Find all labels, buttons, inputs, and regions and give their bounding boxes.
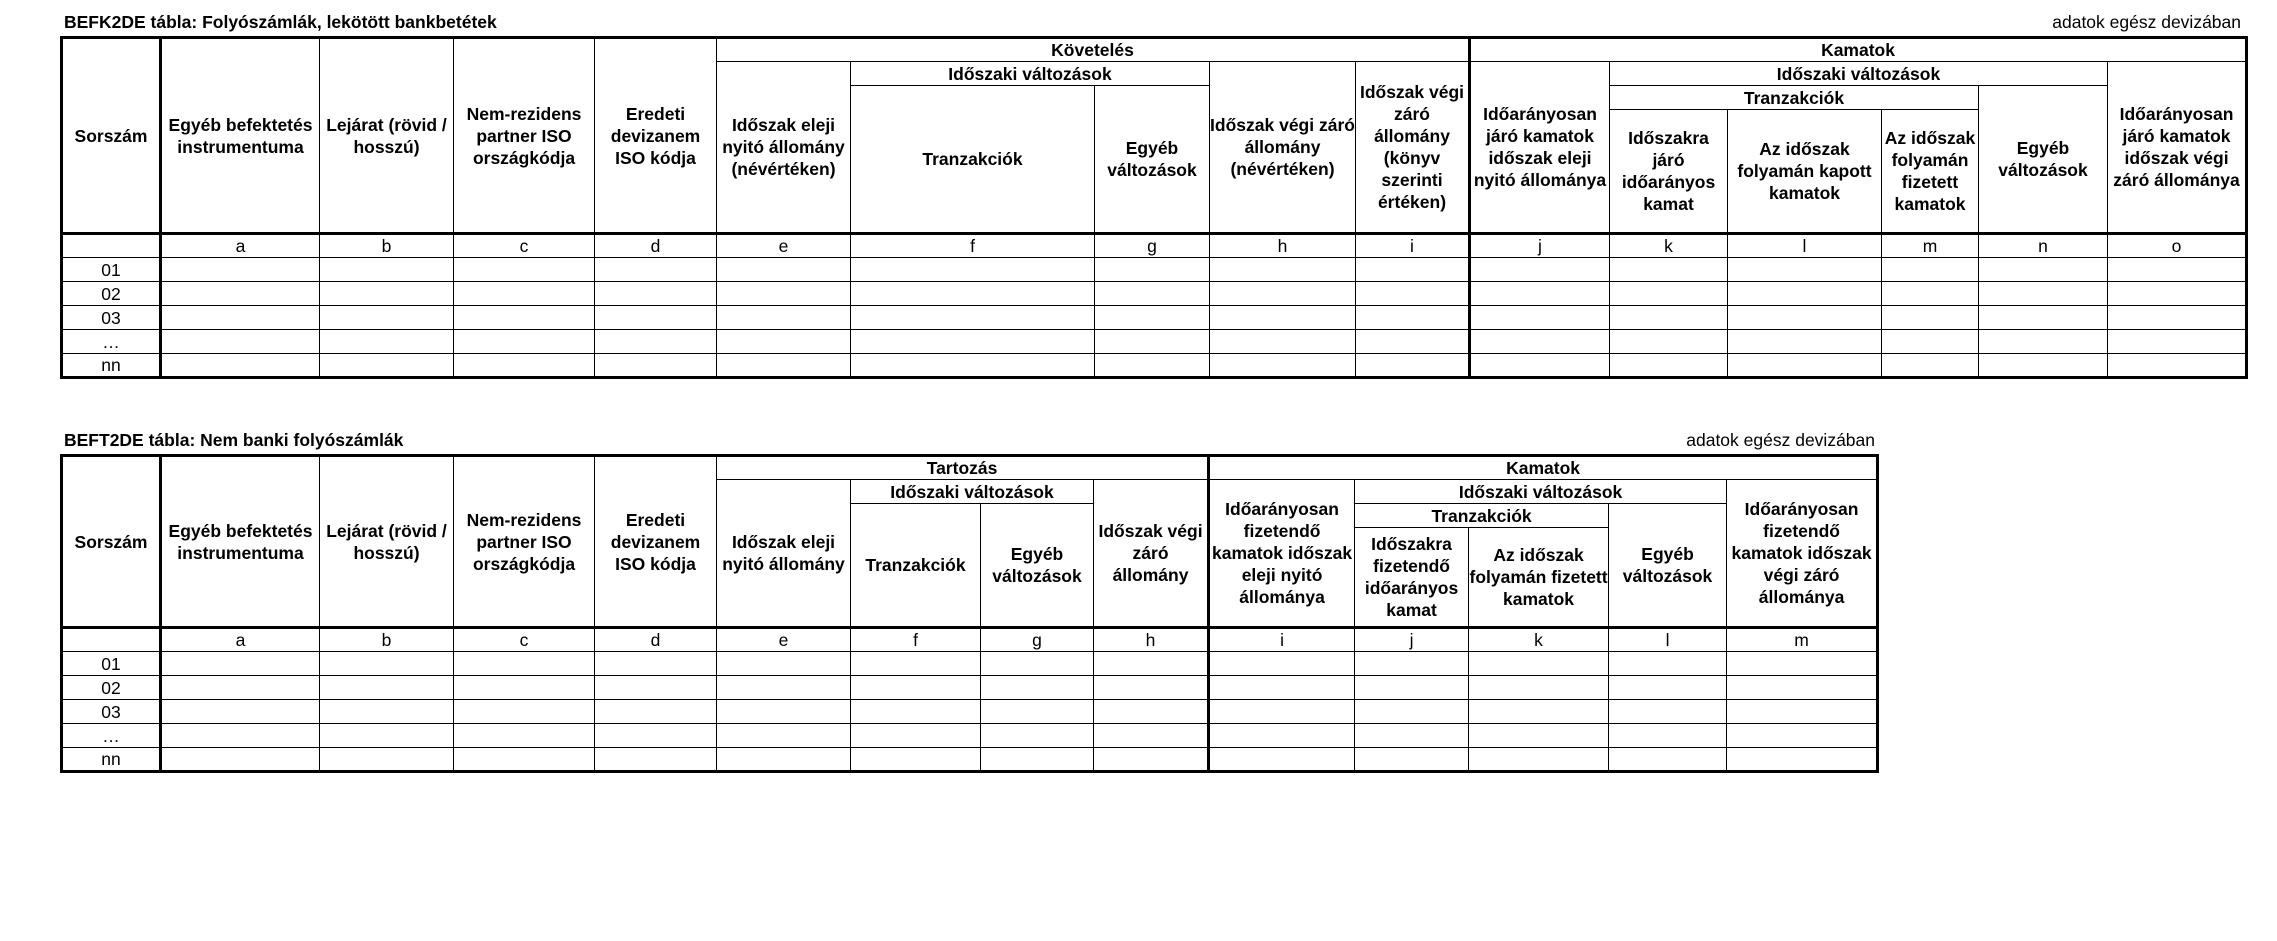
- t2-cell[interactable]: [454, 652, 595, 676]
- t2-letter: j: [1355, 628, 1469, 652]
- t2-cell[interactable]: [717, 700, 851, 724]
- t1-cell[interactable]: [454, 354, 595, 378]
- t2-subgroup-changes: Időszaki változások: [851, 480, 1094, 504]
- t2-letter: i: [1209, 628, 1355, 652]
- t1-cell[interactable]: [1979, 258, 2108, 282]
- t1-cell[interactable]: [1470, 354, 1610, 378]
- t1-header-col-h: Időszak végi záró állomány (névértéken): [1210, 62, 1356, 234]
- t2-letter: k: [1469, 628, 1609, 652]
- t1-cell[interactable]: [595, 258, 717, 282]
- t1-cell[interactable]: [595, 306, 717, 330]
- t1-data-row: [62, 282, 2247, 306]
- t2-cell[interactable]: [161, 724, 320, 748]
- t1-group-kamatok: Kamatok: [1470, 38, 2247, 62]
- t1-header-sorszam: Sorszám: [62, 38, 161, 234]
- t1-letter: d: [595, 234, 717, 258]
- t1-header-col-l: Az időszak folyamán kapott kamatok: [1728, 110, 1882, 234]
- t2-cell[interactable]: [981, 676, 1094, 700]
- t2-letter: d: [595, 628, 717, 652]
- t2-letter: c: [454, 628, 595, 652]
- t1-cell[interactable]: [1979, 330, 2108, 354]
- t2-cell[interactable]: [1469, 724, 1609, 748]
- t2-cell[interactable]: [1355, 724, 1469, 748]
- t2-subgroup-transactions: Tranzakciók: [1355, 504, 1609, 528]
- t2-group-kamatok: Kamatok: [1209, 456, 1878, 480]
- t1-header-col-n: Egyéb változások: [1979, 86, 2108, 234]
- t2-cell[interactable]: [1355, 652, 1469, 676]
- t1-letter: o: [2108, 234, 2247, 258]
- t1-cell[interactable]: [595, 354, 717, 378]
- t1-cell[interactable]: [1882, 330, 1979, 354]
- t2-letter: m: [1727, 628, 1878, 652]
- t2-header-col-e: Időszak eleji nyitó állomány: [717, 480, 851, 628]
- t1-cell[interactable]: [1979, 354, 2108, 378]
- t2-subgroup-changes-interest: Időszaki változások: [1355, 480, 1727, 504]
- t1-header-col-a: Egyéb befektetés instrumentuma: [161, 38, 320, 234]
- t2-data-row: [62, 700, 1878, 724]
- t1-cell[interactable]: [161, 282, 320, 306]
- t1-cell[interactable]: [717, 306, 851, 330]
- t2-cell[interactable]: [1355, 676, 1469, 700]
- t1-cell[interactable]: [1728, 258, 1882, 282]
- t1-letter: l: [1728, 234, 1882, 258]
- t2-group-tartozas: Tartozás: [717, 456, 1209, 480]
- t1-cell[interactable]: [1470, 282, 1610, 306]
- t1-header-col-c: Nem-rezidens partner ISO országkódja: [454, 38, 595, 234]
- t2-row-number: …: [62, 724, 161, 748]
- t1-cell[interactable]: [320, 330, 454, 354]
- t1-cell[interactable]: [595, 282, 717, 306]
- t2-cell[interactable]: [1469, 652, 1609, 676]
- t2-letter: b: [320, 628, 454, 652]
- t1-letter: e: [717, 234, 851, 258]
- t2-cell[interactable]: [320, 700, 454, 724]
- t2-cell[interactable]: [1609, 748, 1727, 772]
- t1-cell[interactable]: [851, 354, 1095, 378]
- t1-cell[interactable]: [454, 282, 595, 306]
- t2-cell[interactable]: [161, 700, 320, 724]
- t2-cell[interactable]: [1727, 676, 1878, 700]
- t1-cell[interactable]: [1470, 258, 1610, 282]
- t1-cell[interactable]: [1728, 354, 1882, 378]
- t2-cell[interactable]: [161, 652, 320, 676]
- t1-letter: c: [454, 234, 595, 258]
- t1-row-number: 02: [62, 282, 161, 306]
- table2-beft2de: [60, 454, 1879, 773]
- t2-cell[interactable]: [1209, 700, 1355, 724]
- t1-cell[interactable]: [1356, 354, 1470, 378]
- t2-data-row: [62, 652, 1878, 676]
- t2-cell[interactable]: [1209, 748, 1355, 772]
- t1-cell[interactable]: [1210, 330, 1356, 354]
- t2-cell[interactable]: [1094, 724, 1209, 748]
- t1-cell[interactable]: [1095, 282, 1210, 306]
- t2-cell[interactable]: [454, 700, 595, 724]
- t2-cell[interactable]: [320, 724, 454, 748]
- table1-title: BEFK2DE tábla: Folyószámlák, lekötött bankbetétek: [64, 12, 497, 32]
- t2-header-col-h: Időszak végi záró állomány: [1094, 480, 1209, 628]
- t1-letter: n: [1979, 234, 2108, 258]
- t1-subgroup-transactions: Tranzakciók: [1610, 86, 1979, 110]
- t2-cell[interactable]: [1094, 676, 1209, 700]
- t1-header-col-m: Az időszak folyamán fizetett kamatok: [1882, 110, 1979, 234]
- t1-letter: i: [1356, 234, 1470, 258]
- t1-cell[interactable]: [2108, 354, 2247, 378]
- t2-row-number: 02: [62, 676, 161, 700]
- t2-cell[interactable]: [161, 676, 320, 700]
- t1-cell[interactable]: [1356, 306, 1470, 330]
- t1-letter: g: [1095, 234, 1210, 258]
- t1-header-col-k: Időszakra járó időarányos kamat: [1610, 110, 1728, 234]
- t1-letter: j: [1470, 234, 1610, 258]
- table1-befk2de: [60, 36, 2248, 379]
- t2-letter: g: [981, 628, 1094, 652]
- t2-cell[interactable]: [1727, 700, 1878, 724]
- t2-letter-empty: [62, 628, 161, 652]
- t2-cell[interactable]: [1094, 748, 1209, 772]
- t1-letter: f: [851, 234, 1095, 258]
- t1-letter: m: [1882, 234, 1979, 258]
- t2-cell[interactable]: [1609, 700, 1727, 724]
- t1-letter: a: [161, 234, 320, 258]
- t1-cell[interactable]: [1210, 282, 1356, 306]
- t1-letter: h: [1210, 234, 1356, 258]
- t2-cell[interactable]: [1469, 748, 1609, 772]
- t2-cell[interactable]: [1609, 724, 1727, 748]
- t2-cell[interactable]: [851, 700, 981, 724]
- t1-cell[interactable]: [1356, 258, 1470, 282]
- t1-letter-empty: [62, 234, 161, 258]
- t2-cell[interactable]: [1727, 724, 1878, 748]
- t2-header-col-g: Egyéb változások: [981, 504, 1094, 628]
- t2-cell[interactable]: [1209, 676, 1355, 700]
- t1-letter-row: [62, 234, 2247, 258]
- t1-cell[interactable]: [1095, 258, 1210, 282]
- t1-subgroup-changes-interest: Időszaki változások: [1610, 62, 2108, 86]
- t1-cell[interactable]: [1610, 282, 1728, 306]
- t2-cell[interactable]: [981, 700, 1094, 724]
- t1-group-kovetelés: Követelés: [717, 38, 1470, 62]
- t2-row-number: nn: [62, 748, 161, 772]
- t2-letter: f: [851, 628, 981, 652]
- t1-cell[interactable]: [1356, 282, 1470, 306]
- t1-cell[interactable]: [320, 306, 454, 330]
- t1-cell[interactable]: [161, 354, 320, 378]
- t1-cell[interactable]: [1210, 258, 1356, 282]
- t2-cell[interactable]: [1094, 700, 1209, 724]
- t2-header-col-l: Egyéb változások: [1609, 504, 1727, 628]
- table1-unit-note: adatok egész devizában: [2052, 12, 2241, 32]
- t2-header-col-d: Eredeti devizanem ISO kódja: [595, 456, 717, 628]
- t1-header-col-j: Időarányosan járó kamatok időszak eleji nyitó állománya: [1470, 62, 1610, 234]
- t2-data-row: [62, 748, 1878, 772]
- t2-cell[interactable]: [717, 652, 851, 676]
- t1-row-number: nn: [62, 354, 161, 378]
- t2-cell[interactable]: [320, 676, 454, 700]
- t2-letter-row: [62, 628, 1878, 652]
- t1-cell[interactable]: [2108, 306, 2247, 330]
- t2-cell[interactable]: [595, 676, 717, 700]
- table2-unit-note: adatok egész devizában: [1686, 430, 1875, 450]
- t1-cell[interactable]: [1728, 282, 1882, 306]
- t1-letter: k: [1610, 234, 1728, 258]
- t2-cell[interactable]: [454, 748, 595, 772]
- t2-cell[interactable]: [1209, 724, 1355, 748]
- t1-cell[interactable]: [851, 282, 1095, 306]
- t2-cell[interactable]: [717, 724, 851, 748]
- t2-header-col-b: Lejárat (rövid / hosszú): [320, 456, 454, 628]
- t1-cell[interactable]: [320, 354, 454, 378]
- t1-cell[interactable]: [454, 306, 595, 330]
- t2-cell[interactable]: [717, 676, 851, 700]
- t1-row-number: …: [62, 330, 161, 354]
- t1-cell[interactable]: [1979, 282, 2108, 306]
- t2-cell[interactable]: [1727, 652, 1878, 676]
- t1-cell[interactable]: [1210, 306, 1356, 330]
- t1-cell[interactable]: [1728, 306, 1882, 330]
- t1-data-row: [62, 330, 2247, 354]
- t2-cell[interactable]: [851, 748, 981, 772]
- t2-letter: l: [1609, 628, 1727, 652]
- t1-letter: b: [320, 234, 454, 258]
- t2-cell[interactable]: [595, 724, 717, 748]
- t1-header-col-i: Időszak végi záró állomány (könyv szerinti értéken): [1356, 62, 1470, 234]
- t1-cell[interactable]: [1610, 330, 1728, 354]
- t2-cell[interactable]: [981, 748, 1094, 772]
- t2-header-col-m: Időarányosan fizetendő kamatok időszak végi záró állománya: [1727, 480, 1878, 628]
- t2-cell[interactable]: [1355, 700, 1469, 724]
- t2-cell[interactable]: [320, 748, 454, 772]
- t1-cell[interactable]: [1728, 330, 1882, 354]
- t1-cell[interactable]: [1610, 354, 1728, 378]
- t1-header-col-f: Tranzakciók: [851, 86, 1095, 234]
- t1-cell[interactable]: [1610, 306, 1728, 330]
- t2-cell[interactable]: [981, 724, 1094, 748]
- t2-cell[interactable]: [454, 724, 595, 748]
- t1-cell[interactable]: [1095, 330, 1210, 354]
- t2-cell[interactable]: [851, 676, 981, 700]
- t2-row-number: 01: [62, 652, 161, 676]
- t1-cell[interactable]: [161, 330, 320, 354]
- t2-header-col-c: Nem-rezidens partner ISO országkódja: [454, 456, 595, 628]
- t1-data-row: [62, 354, 2247, 378]
- t1-cell[interactable]: [595, 330, 717, 354]
- t1-cell[interactable]: [851, 306, 1095, 330]
- t1-cell[interactable]: [717, 330, 851, 354]
- t1-cell[interactable]: [717, 282, 851, 306]
- t1-cell[interactable]: [717, 354, 851, 378]
- t1-cell[interactable]: [1470, 330, 1610, 354]
- t1-cell[interactable]: [320, 282, 454, 306]
- t1-header-col-g: Egyéb változások: [1095, 86, 1210, 234]
- t1-header-col-e: Időszak eleji nyitó állomány (névértéken): [717, 62, 851, 234]
- t2-row-number: 03: [62, 700, 161, 724]
- t2-cell[interactable]: [1355, 748, 1469, 772]
- t1-cell[interactable]: [1095, 306, 1210, 330]
- t2-cell[interactable]: [981, 652, 1094, 676]
- t2-header-col-k: Az időszak folyamán fizetett kamatok: [1469, 528, 1609, 628]
- t2-letter: e: [717, 628, 851, 652]
- t2-cell[interactable]: [454, 676, 595, 700]
- t1-cell[interactable]: [1882, 282, 1979, 306]
- t1-header-col-d: Eredeti devizanem ISO kódja: [595, 38, 717, 234]
- t1-cell[interactable]: [161, 258, 320, 282]
- t1-cell[interactable]: [1882, 354, 1979, 378]
- t1-row-number: 01: [62, 258, 161, 282]
- t1-cell[interactable]: [2108, 258, 2247, 282]
- t2-cell[interactable]: [1609, 676, 1727, 700]
- t2-cell[interactable]: [851, 724, 981, 748]
- t2-cell[interactable]: [1469, 676, 1609, 700]
- t1-cell[interactable]: [2108, 282, 2247, 306]
- t2-cell[interactable]: [1209, 652, 1355, 676]
- t2-cell[interactable]: [320, 652, 454, 676]
- t1-cell[interactable]: [851, 330, 1095, 354]
- t2-cell[interactable]: [1727, 748, 1878, 772]
- t2-cell[interactable]: [1469, 700, 1609, 724]
- t1-cell[interactable]: [1882, 258, 1979, 282]
- t1-cell[interactable]: [2108, 330, 2247, 354]
- t2-letter: h: [1094, 628, 1209, 652]
- t2-header-col-a: Egyéb befektetés instrumentuma: [161, 456, 320, 628]
- t1-header-col-b: Lejárat (rövid / hosszú): [320, 38, 454, 234]
- t1-cell[interactable]: [454, 258, 595, 282]
- t1-cell[interactable]: [1882, 306, 1979, 330]
- t1-cell[interactable]: [851, 258, 1095, 282]
- t2-header-sorszam: Sorszám: [62, 456, 161, 628]
- t1-data-row: [62, 306, 2247, 330]
- t1-cell[interactable]: [1210, 354, 1356, 378]
- table2-title: BEFT2DE tábla: Nem banki folyószámlák: [64, 430, 404, 450]
- t1-cell[interactable]: [1979, 306, 2108, 330]
- t2-data-row: [62, 724, 1878, 748]
- t1-cell[interactable]: [1470, 306, 1610, 330]
- t2-header-col-i: Időarányosan fizetendő kamatok időszak eleji nyitó állománya: [1209, 480, 1355, 628]
- t1-subgroup-changes: Időszaki változások: [851, 62, 1210, 86]
- t1-cell[interactable]: [717, 258, 851, 282]
- t2-cell[interactable]: [161, 748, 320, 772]
- t1-header-col-o: Időarányosan járó kamatok időszak végi záró állománya: [2108, 62, 2247, 234]
- t2-header-col-f: Tranzakciók: [851, 504, 981, 628]
- t2-data-row: [62, 676, 1878, 700]
- t1-row-number: 03: [62, 306, 161, 330]
- t2-header-col-j: Időszakra fizetendő időarányos kamat: [1355, 528, 1469, 628]
- t2-cell[interactable]: [595, 652, 717, 676]
- t2-cell[interactable]: [717, 748, 851, 772]
- t2-cell[interactable]: [851, 652, 981, 676]
- t2-cell[interactable]: [595, 748, 717, 772]
- t2-cell[interactable]: [1609, 652, 1727, 676]
- t2-letter: a: [161, 628, 320, 652]
- t1-cell[interactable]: [1095, 354, 1210, 378]
- t1-cell[interactable]: [320, 258, 454, 282]
- t2-cell[interactable]: [595, 700, 717, 724]
- t1-cell[interactable]: [454, 330, 595, 354]
- t1-cell[interactable]: [161, 306, 320, 330]
- t2-cell[interactable]: [1094, 652, 1209, 676]
- t1-cell[interactable]: [1610, 258, 1728, 282]
- t1-cell[interactable]: [1356, 330, 1470, 354]
- t1-data-row: [62, 258, 2247, 282]
